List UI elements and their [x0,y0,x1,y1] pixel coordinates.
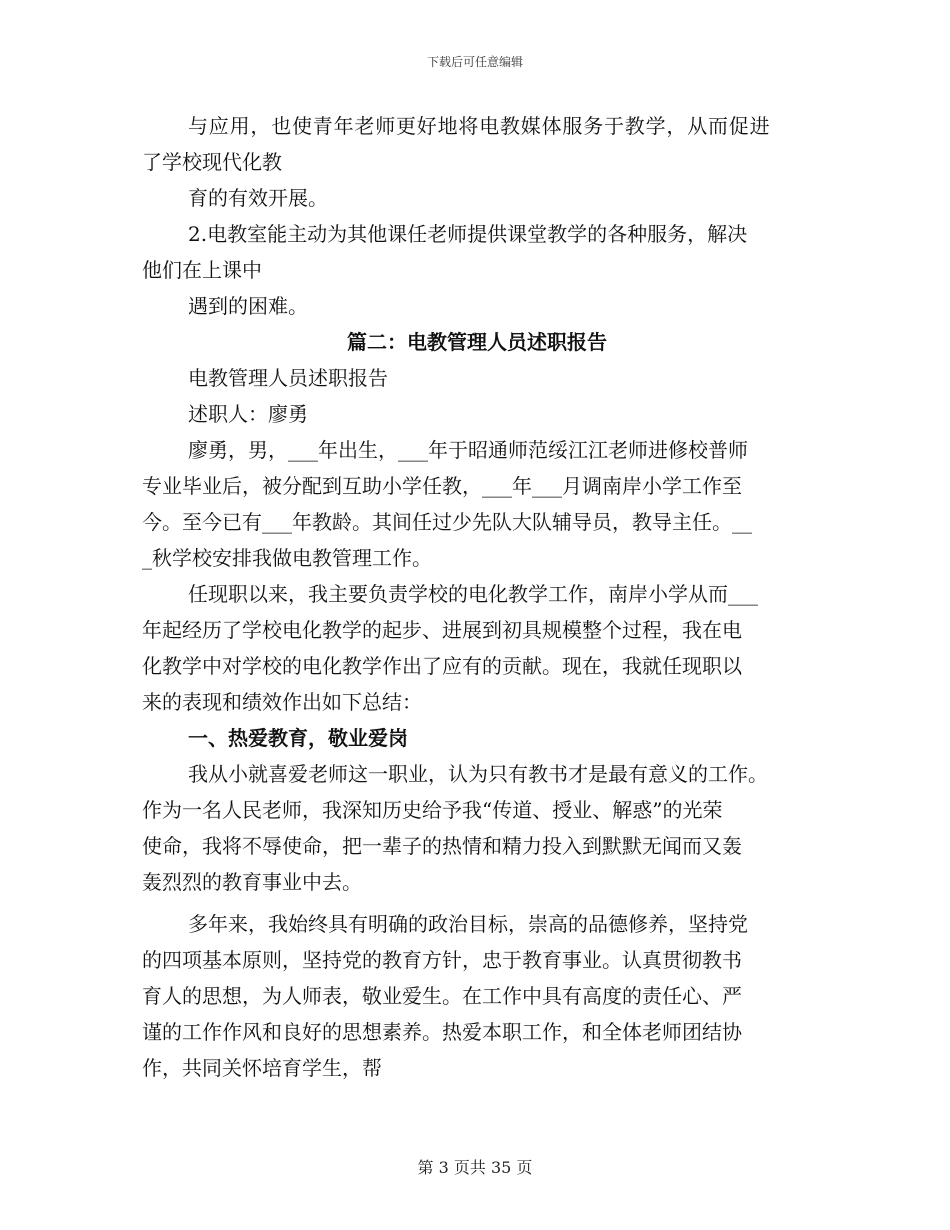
document-body [142,108,812,1086]
paragraph-line: 轰烈烈的教育事业中去。 [142,870,362,894]
paragraph-line: 的四项基本原则，坚持党的教育方针，忠于教育事业。认真贯彻教书 [142,948,742,972]
paragraph-line: 年起经历了学校电化教学的起步、进展到初具规模整个过程，我在电 [142,618,742,642]
paragraph-line: 任现职以来，我主要负责学校的电化教学工作，南岸小学从而___ [188,582,758,606]
paragraph-line: 使命，我将不辱使命，把一辈子的热情和精力投入到默默无闻而又轰 [142,834,742,858]
paragraph-line: 育人的思想，为人师表，敬业爱生。在工作中具有高度的责任心、严 [142,984,742,1008]
paragraph-line: 化教学中对学校的电化教学作出了应有的贡献。现在，我就任现职以 [142,654,742,678]
paragraph-line: 谨的工作作风和良好的思想素养。热爱本职工作，和全体老师团结协 [142,1020,742,1044]
page-footer: 第 3 页共 35 页 [417,1158,533,1177]
paragraph-line: _秋学校安排我做电教管理工作。 [142,546,432,570]
paragraph-line: 今。至今已有___年教龄。其间任过少先队大队辅导员，教导主任。__ [142,510,752,534]
paragraph-line: 作，共同关怀培育学生，帮 [142,1056,382,1080]
report-title: 电教管理人员述职报告 [188,366,388,390]
reporter-line: 述职人：廖勇 [188,402,308,426]
paragraph-line: 他们在上课中 [142,258,262,282]
paragraph-line: 来的表现和绩效作出如下总结： [142,690,422,714]
section-title: 篇二：电教管理人员述职报告 [347,330,607,354]
paragraph-line: 廖勇，男，___年出生，___年于昭通师范绥江江老师进修校普师 [188,438,748,462]
paragraph-line: 与应用，也使青年老师更好地将电教媒体服务于教学，从而促进 [188,114,771,138]
paragraph-line: 育的有效开展。 [188,186,328,210]
paragraph-line: 作为一名人民老师，我深知历史给予我“传道、授业、解惑”的光荣 [142,798,723,822]
subsection-heading: 一、热爱教育，敬业爱岗 [188,726,408,750]
paragraph-line: 了学校现代化教 [142,150,282,174]
paragraph-line: 我从小就喜爱老师这一职业，认为只有教书才是最有意义的工作。 [188,762,768,786]
paragraph-line: 2.电教室能主动为其他课任老师提供课堂教学的各种服务，解决 [188,222,748,246]
paragraph-line: 多年来，我始终具有明确的政治目标，崇高的品德修养，坚持党 [188,912,748,936]
paragraph-line: 遇到的困难。 [188,294,308,318]
paragraph-line: 专业毕业后，被分配到互助小学任教，___年___月调南岸小学工作至 [142,474,742,498]
page-header: 下载后可任意编辑 [426,55,523,69]
